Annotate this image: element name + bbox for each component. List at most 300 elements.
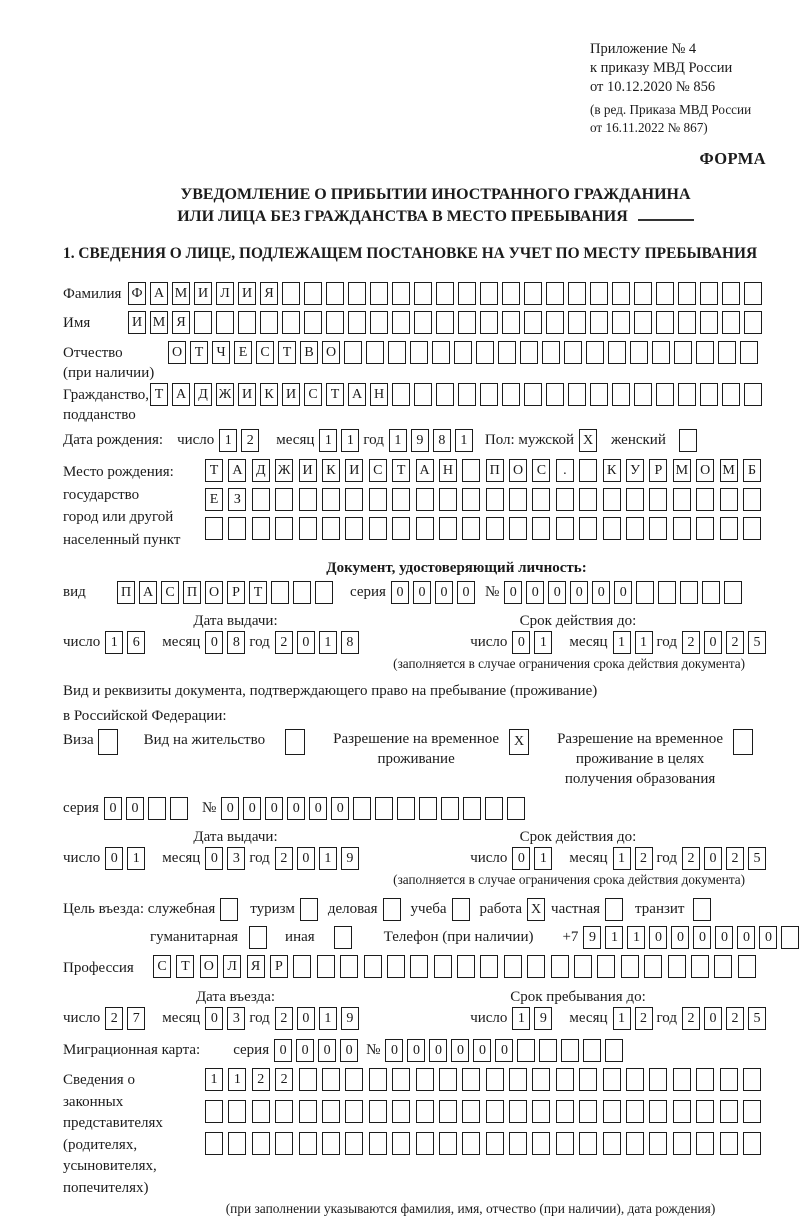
- form-cell[interactable]: Б: [743, 459, 761, 482]
- form-cell[interactable]: [452, 898, 470, 921]
- form-cell[interactable]: [579, 488, 597, 511]
- form-cell[interactable]: 8: [227, 631, 245, 654]
- form-cell[interactable]: [509, 488, 527, 511]
- form-cell[interactable]: 3: [227, 1007, 245, 1030]
- form-cell[interactable]: Ф: [128, 282, 146, 305]
- form-cell[interactable]: [743, 488, 761, 511]
- form-cell[interactable]: [322, 517, 340, 540]
- form-cell[interactable]: 0: [221, 797, 239, 820]
- form-cell[interactable]: 6: [127, 631, 145, 654]
- form-cell[interactable]: [462, 1132, 480, 1155]
- form-cell[interactable]: [626, 517, 644, 540]
- form-cell[interactable]: [630, 341, 648, 364]
- form-cell[interactable]: [679, 429, 697, 452]
- form-cell[interactable]: [480, 282, 498, 305]
- form-cell[interactable]: [517, 1039, 535, 1062]
- form-cell[interactable]: 0: [297, 1007, 315, 1030]
- form-cell[interactable]: [326, 311, 344, 334]
- form-cell[interactable]: У: [626, 459, 644, 482]
- form-cell[interactable]: П: [183, 581, 201, 604]
- form-cell[interactable]: [507, 797, 525, 820]
- form-cell[interactable]: 0: [385, 1039, 403, 1062]
- form-cell[interactable]: [696, 517, 714, 540]
- form-cell[interactable]: [348, 282, 366, 305]
- form-cell[interactable]: [299, 517, 317, 540]
- form-cell[interactable]: [463, 797, 481, 820]
- form-cell[interactable]: [366, 341, 384, 364]
- form-cell[interactable]: [340, 955, 358, 978]
- form-cell[interactable]: П: [486, 459, 504, 482]
- form-cell[interactable]: [275, 488, 293, 511]
- form-cell[interactable]: 0: [649, 926, 667, 949]
- form-cell[interactable]: [649, 517, 667, 540]
- form-cell[interactable]: Т: [150, 383, 168, 406]
- form-cell[interactable]: 0: [548, 581, 566, 604]
- form-cell[interactable]: [674, 341, 692, 364]
- form-cell[interactable]: [282, 282, 300, 305]
- form-cell[interactable]: [458, 282, 476, 305]
- form-cell[interactable]: [299, 1132, 317, 1155]
- form-cell[interactable]: [275, 1132, 293, 1155]
- form-cell[interactable]: [743, 1068, 761, 1091]
- form-cell[interactable]: [439, 1068, 457, 1091]
- form-cell[interactable]: О: [168, 341, 186, 364]
- form-cell[interactable]: [369, 517, 387, 540]
- form-cell[interactable]: 1: [455, 429, 473, 452]
- form-cell[interactable]: X: [579, 429, 597, 452]
- form-cell[interactable]: [322, 1068, 340, 1091]
- form-cell[interactable]: 5: [748, 847, 766, 870]
- form-cell[interactable]: [509, 517, 527, 540]
- form-cell[interactable]: [457, 955, 475, 978]
- form-cell[interactable]: [691, 955, 709, 978]
- form-cell[interactable]: Ч: [212, 341, 230, 364]
- form-cell[interactable]: [410, 955, 428, 978]
- form-cell[interactable]: 3: [227, 847, 245, 870]
- form-cell[interactable]: [414, 383, 432, 406]
- form-cell[interactable]: [696, 341, 714, 364]
- form-cell[interactable]: [462, 1100, 480, 1123]
- form-cell[interactable]: [520, 341, 538, 364]
- form-cell[interactable]: [480, 311, 498, 334]
- form-cell[interactable]: [556, 1068, 574, 1091]
- form-cell[interactable]: [275, 1100, 293, 1123]
- form-cell[interactable]: 9: [534, 1007, 552, 1030]
- form-cell[interactable]: [304, 311, 322, 334]
- form-cell[interactable]: 0: [274, 1039, 292, 1062]
- form-cell[interactable]: [299, 488, 317, 511]
- form-cell[interactable]: 1: [127, 847, 145, 870]
- form-cell[interactable]: [387, 955, 405, 978]
- form-cell[interactable]: [486, 517, 504, 540]
- form-cell[interactable]: [532, 488, 550, 511]
- form-cell[interactable]: И: [128, 311, 146, 334]
- form-cell[interactable]: 2: [275, 847, 293, 870]
- form-cell[interactable]: Е: [205, 488, 223, 511]
- form-cell[interactable]: [605, 1039, 623, 1062]
- form-cell[interactable]: 2: [241, 429, 259, 452]
- form-cell[interactable]: [636, 581, 654, 604]
- form-cell[interactable]: [383, 898, 401, 921]
- form-cell[interactable]: 0: [504, 581, 522, 604]
- form-cell[interactable]: [524, 311, 542, 334]
- form-cell[interactable]: [579, 1068, 597, 1091]
- form-cell[interactable]: [724, 581, 742, 604]
- form-cell[interactable]: [700, 311, 718, 334]
- form-cell[interactable]: [718, 341, 736, 364]
- form-cell[interactable]: [673, 517, 691, 540]
- form-cell[interactable]: 0: [592, 581, 610, 604]
- form-cell[interactable]: [603, 1068, 621, 1091]
- form-cell[interactable]: 1: [605, 926, 623, 949]
- form-cell[interactable]: [419, 797, 437, 820]
- form-cell[interactable]: [680, 581, 698, 604]
- form-cell[interactable]: [656, 311, 674, 334]
- form-cell[interactable]: [462, 488, 480, 511]
- form-cell[interactable]: [293, 581, 311, 604]
- form-cell[interactable]: 2: [275, 631, 293, 654]
- form-cell[interactable]: 1: [512, 1007, 530, 1030]
- form-cell[interactable]: [720, 488, 738, 511]
- form-cell[interactable]: [220, 898, 238, 921]
- form-cell[interactable]: 0: [693, 926, 711, 949]
- form-cell[interactable]: 0: [704, 1007, 722, 1030]
- form-cell[interactable]: [434, 955, 452, 978]
- form-cell[interactable]: [370, 282, 388, 305]
- form-cell[interactable]: [532, 517, 550, 540]
- form-cell[interactable]: [293, 955, 311, 978]
- form-cell[interactable]: [334, 926, 352, 949]
- form-cell[interactable]: [556, 488, 574, 511]
- form-cell[interactable]: [649, 1132, 667, 1155]
- form-cell[interactable]: Ж: [216, 383, 234, 406]
- form-cell[interactable]: [626, 1100, 644, 1123]
- form-cell[interactable]: [375, 797, 393, 820]
- form-cell[interactable]: О: [200, 955, 218, 978]
- form-cell[interactable]: [696, 488, 714, 511]
- form-cell[interactable]: [678, 383, 696, 406]
- form-cell[interactable]: [454, 341, 472, 364]
- form-cell[interactable]: [369, 488, 387, 511]
- form-cell[interactable]: И: [345, 459, 363, 482]
- form-cell[interactable]: Р: [270, 955, 288, 978]
- form-cell[interactable]: [260, 311, 278, 334]
- form-cell[interactable]: К: [260, 383, 278, 406]
- form-cell[interactable]: [498, 341, 516, 364]
- form-cell[interactable]: [556, 517, 574, 540]
- form-cell[interactable]: 1: [613, 631, 631, 654]
- form-cell[interactable]: [462, 1068, 480, 1091]
- form-cell[interactable]: 0: [429, 1039, 447, 1062]
- form-cell[interactable]: 2: [275, 1068, 293, 1091]
- form-cell[interactable]: 0: [451, 1039, 469, 1062]
- form-cell[interactable]: [539, 1039, 557, 1062]
- form-cell[interactable]: О: [509, 459, 527, 482]
- form-cell[interactable]: [458, 383, 476, 406]
- form-cell[interactable]: 0: [759, 926, 777, 949]
- form-cell[interactable]: [416, 1132, 434, 1155]
- form-cell[interactable]: 0: [457, 581, 475, 604]
- form-cell[interactable]: [532, 1132, 550, 1155]
- form-cell[interactable]: [673, 1100, 691, 1123]
- form-cell[interactable]: [476, 341, 494, 364]
- form-cell[interactable]: [416, 517, 434, 540]
- form-cell[interactable]: [649, 1068, 667, 1091]
- form-cell[interactable]: А: [150, 282, 168, 305]
- form-cell[interactable]: [626, 1068, 644, 1091]
- form-cell[interactable]: [590, 282, 608, 305]
- form-cell[interactable]: 0: [737, 926, 755, 949]
- form-cell[interactable]: [416, 1068, 434, 1091]
- form-cell[interactable]: [345, 488, 363, 511]
- form-cell[interactable]: [590, 383, 608, 406]
- form-cell[interactable]: [392, 1100, 410, 1123]
- form-cell[interactable]: [649, 488, 667, 511]
- form-cell[interactable]: [392, 517, 410, 540]
- form-cell[interactable]: [634, 383, 652, 406]
- form-cell[interactable]: Т: [176, 955, 194, 978]
- form-cell[interactable]: [369, 1100, 387, 1123]
- form-cell[interactable]: 0: [105, 847, 123, 870]
- form-cell[interactable]: Я: [260, 282, 278, 305]
- form-cell[interactable]: [504, 955, 522, 978]
- form-cell[interactable]: [597, 955, 615, 978]
- form-cell[interactable]: [485, 797, 503, 820]
- form-cell[interactable]: [416, 488, 434, 511]
- form-cell[interactable]: [392, 1132, 410, 1155]
- form-cell[interactable]: [733, 729, 753, 755]
- form-cell[interactable]: [315, 581, 333, 604]
- form-cell[interactable]: [271, 581, 289, 604]
- form-cell[interactable]: [546, 282, 564, 305]
- form-cell[interactable]: С: [369, 459, 387, 482]
- form-cell[interactable]: 9: [341, 847, 359, 870]
- form-cell[interactable]: [369, 1132, 387, 1155]
- form-cell[interactable]: [714, 955, 732, 978]
- form-cell[interactable]: [252, 1132, 270, 1155]
- form-cell[interactable]: 1: [105, 631, 123, 654]
- form-cell[interactable]: 0: [413, 581, 431, 604]
- form-cell[interactable]: [436, 311, 454, 334]
- form-cell[interactable]: [532, 1068, 550, 1091]
- form-cell[interactable]: Р: [649, 459, 667, 482]
- form-cell[interactable]: 1: [319, 847, 337, 870]
- form-cell[interactable]: [228, 517, 246, 540]
- form-cell[interactable]: [432, 341, 450, 364]
- form-cell[interactable]: 0: [704, 631, 722, 654]
- form-cell[interactable]: [722, 311, 740, 334]
- form-cell[interactable]: [722, 383, 740, 406]
- form-cell[interactable]: 0: [205, 631, 223, 654]
- form-cell[interactable]: С: [153, 955, 171, 978]
- form-cell[interactable]: [486, 1068, 504, 1091]
- form-cell[interactable]: [439, 1132, 457, 1155]
- form-cell[interactable]: 1: [319, 1007, 337, 1030]
- form-cell[interactable]: [392, 488, 410, 511]
- form-cell[interactable]: [568, 282, 586, 305]
- form-cell[interactable]: 9: [583, 926, 601, 949]
- form-cell[interactable]: [700, 383, 718, 406]
- form-cell[interactable]: [252, 488, 270, 511]
- form-cell[interactable]: Ж: [275, 459, 293, 482]
- form-cell[interactable]: [656, 383, 674, 406]
- form-cell[interactable]: [392, 1068, 410, 1091]
- form-cell[interactable]: М: [720, 459, 738, 482]
- form-cell[interactable]: [509, 1132, 527, 1155]
- form-cell[interactable]: [579, 517, 597, 540]
- form-cell[interactable]: [414, 311, 432, 334]
- form-cell[interactable]: [696, 1100, 714, 1123]
- form-cell[interactable]: 0: [671, 926, 689, 949]
- form-cell[interactable]: [652, 341, 670, 364]
- form-cell[interactable]: [720, 1100, 738, 1123]
- form-cell[interactable]: [605, 898, 623, 921]
- form-cell[interactable]: 9: [341, 1007, 359, 1030]
- form-cell[interactable]: 0: [331, 797, 349, 820]
- form-cell[interactable]: .: [556, 459, 574, 482]
- form-cell[interactable]: [644, 955, 662, 978]
- form-cell[interactable]: [744, 383, 762, 406]
- form-cell[interactable]: А: [228, 459, 246, 482]
- form-cell[interactable]: 9: [411, 429, 429, 452]
- form-cell[interactable]: [527, 955, 545, 978]
- form-cell[interactable]: [649, 1100, 667, 1123]
- form-cell[interactable]: 0: [435, 581, 453, 604]
- form-cell[interactable]: [579, 1132, 597, 1155]
- form-cell[interactable]: [579, 459, 597, 482]
- form-cell[interactable]: [509, 1100, 527, 1123]
- form-cell[interactable]: [696, 1068, 714, 1091]
- form-cell[interactable]: [392, 383, 410, 406]
- form-cell[interactable]: 0: [570, 581, 588, 604]
- form-cell[interactable]: [480, 955, 498, 978]
- form-cell[interactable]: [744, 311, 762, 334]
- form-cell[interactable]: 0: [287, 797, 305, 820]
- form-cell[interactable]: В: [300, 341, 318, 364]
- form-cell[interactable]: И: [299, 459, 317, 482]
- form-cell[interactable]: 1: [534, 631, 552, 654]
- form-cell[interactable]: 2: [682, 631, 700, 654]
- form-cell[interactable]: М: [150, 311, 168, 334]
- form-cell[interactable]: 0: [526, 581, 544, 604]
- form-cell[interactable]: 1: [627, 926, 645, 949]
- form-cell[interactable]: О: [696, 459, 714, 482]
- form-cell[interactable]: [524, 383, 542, 406]
- form-cell[interactable]: 0: [318, 1039, 336, 1062]
- form-cell[interactable]: [414, 282, 432, 305]
- form-cell[interactable]: [322, 1132, 340, 1155]
- form-cell[interactable]: А: [348, 383, 366, 406]
- form-cell[interactable]: [205, 517, 223, 540]
- form-cell[interactable]: Т: [278, 341, 296, 364]
- form-cell[interactable]: [502, 311, 520, 334]
- form-cell[interactable]: [252, 517, 270, 540]
- form-cell[interactable]: [317, 955, 335, 978]
- form-cell[interactable]: [252, 1100, 270, 1123]
- form-cell[interactable]: [564, 341, 582, 364]
- form-cell[interactable]: [608, 341, 626, 364]
- form-cell[interactable]: К: [322, 459, 340, 482]
- form-cell[interactable]: [781, 926, 799, 949]
- form-cell[interactable]: [392, 311, 410, 334]
- form-cell[interactable]: 2: [726, 1007, 744, 1030]
- form-cell[interactable]: [299, 1100, 317, 1123]
- form-cell[interactable]: Я: [247, 955, 265, 978]
- form-cell[interactable]: [326, 282, 344, 305]
- form-cell[interactable]: 0: [296, 1039, 314, 1062]
- form-cell[interactable]: [583, 1039, 601, 1062]
- form-cell[interactable]: 0: [243, 797, 261, 820]
- form-cell[interactable]: [740, 341, 758, 364]
- form-cell[interactable]: М: [673, 459, 691, 482]
- form-cell[interactable]: 0: [205, 847, 223, 870]
- form-cell[interactable]: [462, 517, 480, 540]
- form-cell[interactable]: Т: [326, 383, 344, 406]
- form-cell[interactable]: [345, 1132, 363, 1155]
- form-cell[interactable]: [586, 341, 604, 364]
- form-cell[interactable]: 1: [613, 847, 631, 870]
- form-cell[interactable]: [238, 311, 256, 334]
- form-cell[interactable]: [668, 955, 686, 978]
- form-cell[interactable]: [673, 1132, 691, 1155]
- form-cell[interactable]: [702, 581, 720, 604]
- form-cell[interactable]: [322, 488, 340, 511]
- form-cell[interactable]: 2: [635, 847, 653, 870]
- form-cell[interactable]: [673, 488, 691, 511]
- form-cell[interactable]: [603, 488, 621, 511]
- form-cell[interactable]: 2: [726, 847, 744, 870]
- form-cell[interactable]: 0: [297, 847, 315, 870]
- form-cell[interactable]: 2: [105, 1007, 123, 1030]
- form-cell[interactable]: [590, 311, 608, 334]
- form-cell[interactable]: 0: [407, 1039, 425, 1062]
- form-cell[interactable]: 0: [309, 797, 327, 820]
- form-cell[interactable]: К: [603, 459, 621, 482]
- form-cell[interactable]: С: [256, 341, 274, 364]
- form-cell[interactable]: [603, 1100, 621, 1123]
- form-cell[interactable]: 0: [391, 581, 409, 604]
- form-cell[interactable]: [345, 1100, 363, 1123]
- form-cell[interactable]: Т: [190, 341, 208, 364]
- form-cell[interactable]: 1: [219, 429, 237, 452]
- form-cell[interactable]: [353, 797, 371, 820]
- form-cell[interactable]: Л: [216, 282, 234, 305]
- form-cell[interactable]: [439, 1100, 457, 1123]
- form-cell[interactable]: Т: [205, 459, 223, 482]
- form-cell[interactable]: 1: [635, 631, 653, 654]
- form-cell[interactable]: 1: [534, 847, 552, 870]
- form-cell[interactable]: [658, 581, 676, 604]
- form-cell[interactable]: 2: [275, 1007, 293, 1030]
- form-cell[interactable]: [612, 311, 630, 334]
- form-cell[interactable]: [546, 311, 564, 334]
- form-cell[interactable]: [568, 311, 586, 334]
- form-cell[interactable]: [546, 383, 564, 406]
- form-cell[interactable]: [561, 1039, 579, 1062]
- form-cell[interactable]: Н: [370, 383, 388, 406]
- form-cell[interactable]: [720, 1068, 738, 1091]
- form-cell[interactable]: [621, 955, 639, 978]
- form-cell[interactable]: [603, 517, 621, 540]
- form-cell[interactable]: [626, 488, 644, 511]
- form-cell[interactable]: 1: [389, 429, 407, 452]
- form-cell[interactable]: 0: [126, 797, 144, 820]
- form-cell[interactable]: [439, 517, 457, 540]
- form-cell[interactable]: 0: [715, 926, 733, 949]
- form-cell[interactable]: [556, 1132, 574, 1155]
- form-cell[interactable]: 8: [341, 631, 359, 654]
- form-cell[interactable]: [322, 1100, 340, 1123]
